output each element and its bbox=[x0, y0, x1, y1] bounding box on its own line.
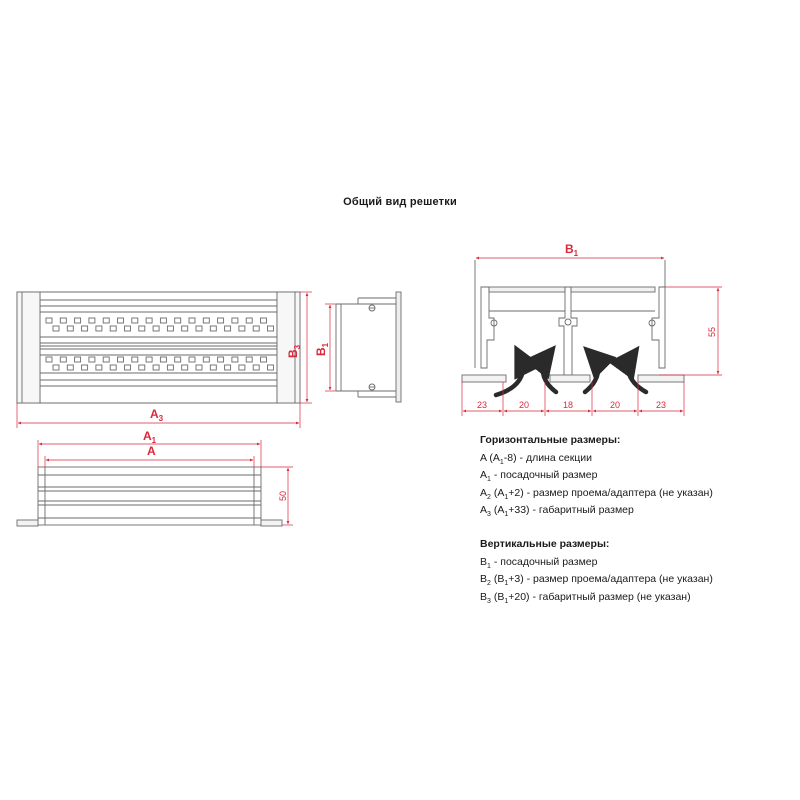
legend-formula-sub: 1 bbox=[499, 458, 504, 466]
legend-symbol: A bbox=[480, 504, 488, 516]
legend-formula: (A bbox=[486, 451, 500, 464]
front-width-label: $A_3$ bbox=[150, 407, 164, 423]
grille-slot bbox=[196, 365, 202, 370]
section-view bbox=[462, 260, 684, 382]
grille-slot bbox=[153, 365, 159, 370]
grille-slot bbox=[218, 318, 224, 323]
horizontal-heading: Горизонтальные размеры: bbox=[480, 434, 621, 446]
grille-slot bbox=[182, 326, 188, 331]
legend-formula: (B bbox=[490, 590, 505, 603]
grille-slot bbox=[118, 357, 124, 362]
grille-slot bbox=[218, 357, 224, 362]
legend-symbol-sub: 1 bbox=[487, 476, 491, 484]
legend-formula: (A bbox=[490, 486, 505, 499]
legend-symbol: A bbox=[480, 469, 488, 481]
legend-formula: -8) bbox=[503, 451, 517, 464]
grille-slot bbox=[160, 318, 166, 323]
grille-slot bbox=[53, 326, 59, 331]
legend-symbol-sub: 3 bbox=[487, 597, 491, 605]
legend-row bbox=[480, 485, 713, 503]
grille-slot bbox=[153, 326, 159, 331]
grille-slot bbox=[60, 357, 66, 362]
grille-slot bbox=[261, 357, 267, 362]
legend-symbol-sub: 2 bbox=[487, 493, 491, 501]
grille-slot bbox=[239, 326, 245, 331]
grille-slot bbox=[46, 357, 52, 362]
grille-slot bbox=[203, 357, 209, 362]
grille-slot bbox=[82, 326, 88, 331]
grille-slot bbox=[139, 326, 145, 331]
front-view bbox=[17, 292, 300, 403]
legend-description: - посадочный размер bbox=[490, 469, 598, 481]
grille-slot bbox=[210, 365, 216, 370]
grille-slot bbox=[146, 318, 152, 323]
grille-slot bbox=[182, 365, 188, 370]
grille-slot bbox=[132, 357, 138, 362]
grille-slot bbox=[110, 365, 116, 370]
legend-description: - размер проема/адаптера (не указан) bbox=[523, 486, 713, 499]
grille-slot bbox=[146, 357, 152, 362]
grille-slot bbox=[246, 357, 252, 362]
legend-symbol-sub: 1 bbox=[487, 562, 491, 570]
grille-slot bbox=[46, 318, 52, 323]
side-height-label: $B_1$ bbox=[314, 342, 330, 356]
legend-description: - размер проема/адаптера (не указан) bbox=[523, 573, 713, 585]
top-dimensions bbox=[38, 440, 293, 525]
grille-slot bbox=[246, 318, 252, 323]
segment-label: 23 bbox=[655, 400, 667, 410]
grille-slot bbox=[60, 318, 66, 323]
legend-description: - длина секции bbox=[516, 451, 593, 464]
legend-row bbox=[480, 502, 713, 520]
grille-slot bbox=[196, 326, 202, 331]
top-a-label: A bbox=[147, 444, 156, 458]
section-width-label: $B_1$ bbox=[565, 242, 579, 258]
legend-description: - габаритный размер (не указан) bbox=[529, 590, 691, 603]
grille-slot bbox=[167, 326, 173, 331]
page-title: Общий вид решетки bbox=[343, 196, 457, 208]
grille-slot bbox=[268, 365, 274, 370]
grille-slot bbox=[82, 365, 88, 370]
grille-slot bbox=[160, 357, 166, 362]
legend-formula-sub: 1 bbox=[504, 511, 509, 519]
grille-slot bbox=[96, 326, 102, 331]
airflow-arrow-4 bbox=[628, 356, 646, 392]
legend-row bbox=[480, 554, 713, 572]
legend-formula: +2) bbox=[508, 486, 524, 499]
grille-slot bbox=[118, 318, 124, 323]
grille-slot bbox=[167, 365, 173, 370]
legend-formula: +33) bbox=[508, 504, 530, 516]
top-depth-label: 50 bbox=[278, 490, 288, 501]
top-view bbox=[17, 467, 282, 526]
legend-description: - габаритный размер bbox=[529, 504, 634, 516]
segment-label: 18 bbox=[562, 400, 574, 410]
grille-slot bbox=[253, 326, 259, 331]
grille-slot bbox=[189, 357, 195, 362]
front-grille-slots bbox=[40, 300, 277, 386]
legend-row bbox=[480, 589, 713, 607]
grille-slot bbox=[175, 357, 181, 362]
legend-formula-sub: 1 bbox=[504, 597, 509, 605]
legend-formula: (B bbox=[490, 573, 505, 585]
airflow-arrow-3 bbox=[585, 355, 598, 392]
grille-slot bbox=[125, 365, 131, 370]
grille-slot bbox=[268, 326, 274, 331]
grille-slot bbox=[239, 365, 245, 370]
grille-slot bbox=[210, 326, 216, 331]
legend-description: - посадочный размер bbox=[490, 555, 598, 568]
segment-label: 20 bbox=[518, 400, 530, 410]
vertical-legend bbox=[480, 536, 713, 606]
legend-symbol-sub: 2 bbox=[487, 580, 491, 588]
grille-slot bbox=[175, 318, 181, 323]
grille-slot bbox=[232, 318, 238, 323]
grille-slot bbox=[89, 357, 95, 362]
legend-formula-sub: 1 bbox=[504, 580, 509, 588]
legend-symbol-sub: 3 bbox=[487, 511, 491, 519]
grille-slot bbox=[139, 365, 145, 370]
front-height-label: $B_3$ bbox=[286, 344, 302, 358]
grille-slot bbox=[103, 318, 109, 323]
grille-slot bbox=[103, 357, 109, 362]
grille-slot bbox=[189, 318, 195, 323]
grille-slot bbox=[225, 326, 231, 331]
legend-row bbox=[480, 571, 713, 589]
top-a1-label: $A_1$ bbox=[143, 429, 157, 445]
vertical-heading: Вертикальные размеры: bbox=[480, 538, 610, 550]
grille-slot bbox=[203, 318, 209, 323]
grille-slot bbox=[67, 365, 73, 370]
section-height-label: 55 bbox=[707, 326, 717, 337]
segment-label: 23 bbox=[476, 400, 488, 410]
legend-symbol: B bbox=[480, 573, 488, 585]
legend-formula-sub: 1 bbox=[504, 493, 509, 501]
legend-row bbox=[480, 467, 713, 485]
grille-slot bbox=[125, 326, 131, 331]
grille-slot bbox=[225, 365, 231, 370]
legend-formula: +3) bbox=[508, 573, 524, 585]
legend-formula: +20) bbox=[508, 590, 530, 603]
legend-symbol: A bbox=[480, 451, 487, 464]
grille-slot bbox=[132, 318, 138, 323]
segment-label: 20 bbox=[609, 400, 621, 410]
grille-slot bbox=[75, 318, 81, 323]
grille-slot bbox=[89, 318, 95, 323]
legend-symbol: B bbox=[480, 590, 488, 603]
grille-slot bbox=[232, 357, 238, 362]
horizontal-legend bbox=[480, 432, 713, 520]
grille-slot bbox=[96, 365, 102, 370]
legend-formula: (A bbox=[490, 504, 505, 516]
grille-slot bbox=[261, 318, 267, 323]
side-view bbox=[336, 292, 401, 402]
legend-symbol: A bbox=[480, 486, 488, 499]
grille-slot bbox=[110, 326, 116, 331]
legend-row bbox=[480, 450, 713, 468]
grille-slot bbox=[67, 326, 73, 331]
grille-slot bbox=[253, 365, 259, 370]
legend-symbol: B bbox=[480, 555, 488, 568]
grille-slot bbox=[53, 365, 59, 370]
grille-slot bbox=[75, 357, 81, 362]
